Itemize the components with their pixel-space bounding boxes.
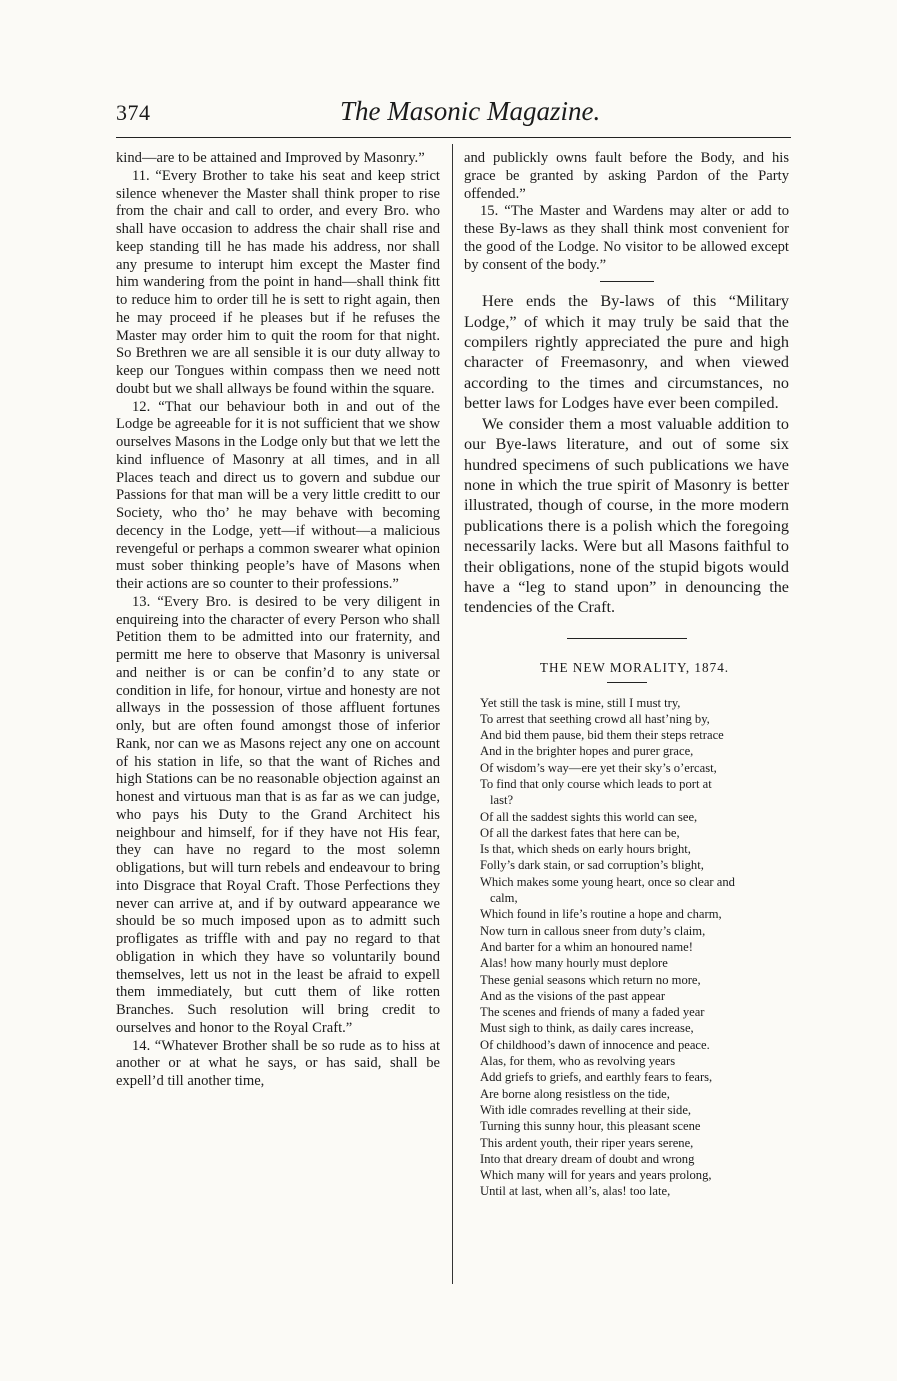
left-column [116, 150, 440, 1091]
poem-title: THE NEW MORALITY, 1874. [539, 659, 730, 675]
commentary-paragraph: Here ends the By-laws of this “Military Lodge,” of which it may truly be said that the compilers rightly appreciated the pure and high character of Freemasonry, and when viewed according to the times and circumstances, no better laws for Lodges have ever been compiled. [464, 292, 789, 413]
poem-line: Is that, which sheds on early hours bright, [480, 842, 691, 857]
poem-line: To find that only course which leads to port at [480, 776, 712, 791]
poem-title-rule [607, 682, 647, 683]
poem-line: last? [490, 793, 514, 808]
header-rule [116, 137, 791, 138]
bylaw-12: 12. “That our behaviour both in and out of the Lodge be agreeable for it is not sufficient that we show ourselves Masons in the Lodge only but that we lett the kind influence of Masonry at all times, and in all Places teach and direct us to govern and subdue our Passions for that man will be a very little creditt to our Society, who tho’ he may behave with becoming decency in the Lodge, yett—if without—a malicious revengeful or perhaps a common swearer what opinion must sober thinking people’s have of Masons when their actions are so counter to their professions.” [116, 398, 440, 592]
poem-line: And bid them pause, bid them their steps retrace [480, 728, 724, 743]
poem-line: Of all the darkest fates that here can be, [480, 825, 680, 840]
poem-line: Of all the saddest sights this world can see, [480, 809, 698, 824]
bylaw-13: 13. “Every Bro. is desired to be very diligent in enquireing into the character of every Person who shall Petition them to be admitted into our fraternity, and permitt me here to observe that Masonry is universal and neither is or can be confin’d to any state or condition in life, for honour, virtue and honesty are not allways in the possession of those affluent fortunes only, but are often found amongst those of inferior Rank, nor can we as Masons reject any one on account of his station in life, so that the want of Riches and high Stations can be no reasonable objection against an honest and virtuous man that is as far as we can judge, who pays his Duty to the Grand Architect his neighbour and himself, for if they have not His fear, they can have no regard to the most solemn obligations, but will turn rebels and endeavour to bring into Disgrace that Royal Craft. Those Perfections they never can arrive at, and if by outward appearance we should be so much imposed upon as to admitt such profligates as triffle with and pay no regard to that obligation in which they have so voluntarily bound themselves, lett us not in the least be afraid to expell them immediately, but cutt them of like rotten Branches. Such resolution will bring credit to ourselves and honor to the Royal Craft.” [116, 593, 440, 1036]
poem-line: With idle comrades revelling at their side, [480, 1102, 692, 1117]
section-break-rule [600, 281, 654, 282]
poem-line: Are borne along resistless on the tide, [480, 1086, 670, 1101]
poem-line: And barter for a whim an honoured name! [480, 939, 693, 954]
poem-line: The scenes and friends of many a faded year [480, 1005, 705, 1020]
poem-line: Which found in life’s routine a hope and charm, [480, 907, 722, 922]
commentary [464, 291, 789, 618]
bylaw-15: 15. “The Master and Wardens may alter or add to these By-laws as they shall think most convenient for the good of the Lodge. No visitor to be allowed except by consent of the body.” [464, 203, 789, 273]
right-column [464, 150, 789, 1200]
bylaw-14: 14. “Whatever Brother shall be so rude as to hiss at another or at what he says, or has said, shall be expell’d till another time, [116, 1037, 440, 1089]
poem-line: Which makes some young heart, once so clear and [480, 874, 735, 889]
poem-line: Until at last, when all’s, alas! too late, [480, 1184, 671, 1199]
poem-line: Now turn in callous sneer from duty’s claim, [480, 923, 706, 938]
article-divider-rule [567, 638, 687, 639]
poem-line: Which many will for years and years prolong, [480, 1168, 712, 1183]
bylaw-11: 11. “Every Brother to take his seat and keep strict silence whenever the Master shall think proper to rise from the chair and call to order, and every Bro. who shall have occasion to address the chair shall rise and keep standing till he has made his address, nor shall any presume to interupt him except the Master find him wandering from the point in hand—shall think fitt to reduce him to order till he is sett to right again, then he may proceed if he pleases but if he refuses the Master may order him to quit the room for that night. So Brethren we are all sensible it is our duty allway to keep our Tongues within compass then we need nott doubt but we shall allways be found within the square. [116, 167, 440, 397]
poem-line: Yet still the task is mine, still I must try, [480, 695, 681, 710]
bylaw-continuation: kind—are to be attained and Improved by Masonry.” [116, 150, 425, 166]
commentary-paragraph: We consider them a most valuable addition to our Bye-laws literature, and out of some six hundred specimens of such publications we have none in which the true spirit of Masonry is better illustrated, though of course, in the more modern publications there is a polish which the foregoing necessarily lacks. Were but all Masons faithful to their obligations, none of the stupid bigots would have a “leg to stand upon” in denouncing the tendencies of the Craft. [464, 414, 789, 617]
bylaw-14-continuation: and publickly owns fault before the Body, and his grace be granted by asking Pardon of the Party offended.” [464, 150, 789, 202]
poem-line: Turning this sunny hour, this pleasant scene [480, 1119, 701, 1134]
poem-line: calm, [490, 891, 518, 906]
poem-line: Alas, for them, who as revolving years [480, 1054, 676, 1069]
poem-line: Folly’s dark stain, or sad corruption’s blight, [480, 858, 704, 873]
poem-line: Into that dreary dream of doubt and wrong [480, 1151, 695, 1166]
page-number: 374 [116, 100, 151, 125]
poem-line: Alas! how many hourly must deplore [480, 956, 668, 971]
poem-line: This ardent youth, their riper years serene, [480, 1135, 694, 1150]
poem [480, 695, 789, 1200]
poem-line: And as the visions of the past appear [480, 988, 666, 1003]
poem-line: To arrest that seething crowd all hast’ning by, [480, 711, 710, 726]
poem-line: These genial seasons which return no more, [480, 972, 701, 987]
poem-line: Of childhood’s dawn of innocence and peace. [480, 1037, 710, 1052]
journal-title: The Masonic Magazine. [340, 96, 601, 126]
poem-line: And in the brighter hopes and purer grace, [480, 744, 694, 759]
poem-line: Of wisdom’s way—ere yet their sky’s o’ercast, [480, 760, 717, 775]
column-divider [452, 144, 453, 1284]
poem-line: Add griefs to griefs, and earthly fears to fears, [480, 1070, 713, 1085]
poem-line: Must sigh to think, as daily cares increase, [480, 1021, 694, 1036]
